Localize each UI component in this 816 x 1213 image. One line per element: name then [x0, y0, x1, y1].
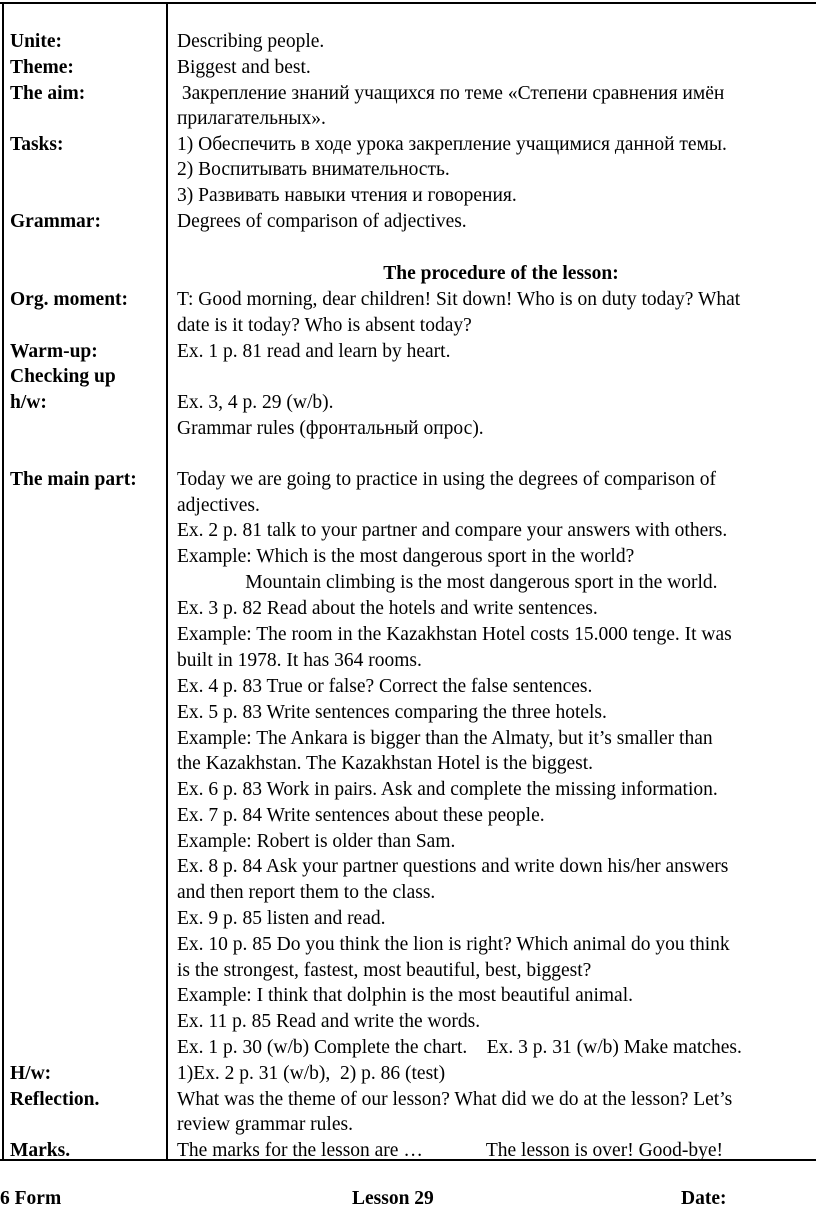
main-line: Ex. 5 p. 83 Write sentences comparing the three hotels. — [177, 702, 607, 723]
label-tasks: Tasks: — [10, 134, 64, 155]
main-line: Example: Which is the most dangerous sport in the world? — [177, 546, 635, 567]
main-line: adjectives. — [177, 495, 260, 516]
main-line: Ex. 10 p. 85 Do you think the lion is right? Which animal do you think — [177, 934, 730, 955]
main-line: Ex. 4 p. 83 True or false? Correct the false sentences. — [177, 676, 593, 697]
table-top-border — [0, 2, 816, 4]
label-org-moment: Org. moment: — [10, 289, 129, 310]
main-line: Ex. 7 p. 84 Write sentences about these people. — [177, 805, 545, 826]
procedure-heading: The procedure of the lesson: — [383, 263, 619, 284]
main-line: Ex. 8 p. 84 Ask your partner questions and write down his/her answers — [177, 856, 729, 877]
label-aim: The aim: — [10, 83, 86, 104]
main-line: Ex. 6 p. 83 Work in pairs. Ask and complete the missing information. — [177, 779, 718, 800]
checking-line-1: Ex. 3, 4 p. 29 (w/b). — [177, 392, 334, 413]
task-2: 2) Воспитывать внимательность. — [177, 159, 450, 180]
main-line: Today we are going to practice in using the degrees of comparison of — [177, 469, 717, 490]
theme-value: Biggest and best. — [177, 57, 311, 78]
main-line: Example: The Ankara is bigger than the Almaty, but it’s smaller than — [177, 728, 713, 749]
label-main-part: The main part: — [10, 469, 137, 490]
main-line: Ex. 9 p. 85 listen and read. — [177, 908, 386, 929]
org-line-1: T: Good morning, dear children! Sit down! Who is on duty today? What — [177, 289, 741, 310]
label-reflection: Reflection. — [10, 1089, 100, 1110]
label-unite: Unite: — [10, 31, 62, 52]
main-line: is the strongest, fastest, most beautiful, best, biggest? — [177, 960, 592, 981]
label-warm-up: Warm-up: — [10, 341, 98, 362]
main-line: Example: I think that dolphin is the most beautiful animal. — [177, 985, 634, 1006]
main-line: Example: The room in the Kazakhstan Hotel costs 15.000 tenge. It was — [177, 624, 732, 645]
footer-date: Date: — [681, 1188, 727, 1209]
main-line: the Kazakhstan. The Kazakhstan Hotel is the biggest. — [177, 753, 594, 774]
checking-line-2: Grammar rules (фронтальный опрос). — [177, 418, 484, 439]
label-marks: Marks. — [10, 1140, 71, 1161]
main-line: Ex. 11 p. 85 Read and write the words. — [177, 1011, 481, 1032]
homework-value: 1)Ex. 2 p. 31 (w/b), 2) p. 86 (test) — [177, 1063, 446, 1084]
task-1: 1) Обеспечить в ходе урока закрепление учащимися данной темы. — [177, 134, 727, 155]
main-line: Example: Robert is older than Sam. — [177, 831, 456, 852]
main-line: and then report them to the class. — [177, 882, 436, 903]
reflection-line-1: What was the theme of our lesson? What did we do at the lesson? Let’s — [177, 1089, 733, 1110]
main-line: Mountain climbing is the most dangerous sport in the world. — [177, 572, 718, 593]
footer-form: 6 Form — [0, 1188, 62, 1209]
table-left-border — [2, 2, 4, 1161]
main-line: built in 1978. It has 364 rooms. — [177, 650, 422, 671]
main-line: Ex. 3 p. 82 Read about the hotels and write sentences. — [177, 598, 598, 619]
label-hw-check: h/w: — [10, 392, 47, 413]
label-homework: H/w: — [10, 1063, 52, 1084]
footer-lesson: Lesson 29 — [352, 1188, 434, 1209]
marks-value: The marks for the lesson are … The lesson is over! Good-bye! — [177, 1140, 724, 1161]
main-line: Ex. 2 p. 81 talk to your partner and compare your answers with others. — [177, 520, 728, 541]
label-theme: Theme: — [10, 57, 74, 78]
table-column-divider — [166, 2, 168, 1161]
aim-line-1: Закрепление знаний учащихся по теме «Степени сравнения имён — [177, 83, 725, 104]
main-line: Ex. 1 p. 30 (w/b) Complete the chart. Ex. 3 p. 31 (w/b) Make matches. — [177, 1037, 742, 1058]
warmup-value: Ex. 1 p. 81 read and learn by heart. — [177, 341, 451, 362]
grammar-value: Degrees of comparison of adjectives. — [177, 211, 467, 232]
aim-line-2: прилагательных». — [177, 108, 326, 129]
label-grammar: Grammar: — [10, 211, 101, 232]
task-3: 3) Развивать навыки чтения и говорения. — [177, 185, 517, 206]
org-line-2: date is it today? Who is absent today? — [177, 315, 472, 336]
reflection-line-2: review grammar rules. — [177, 1114, 353, 1135]
label-checking-up: Checking up — [10, 366, 116, 387]
unite-value: Describing people. — [177, 31, 325, 52]
